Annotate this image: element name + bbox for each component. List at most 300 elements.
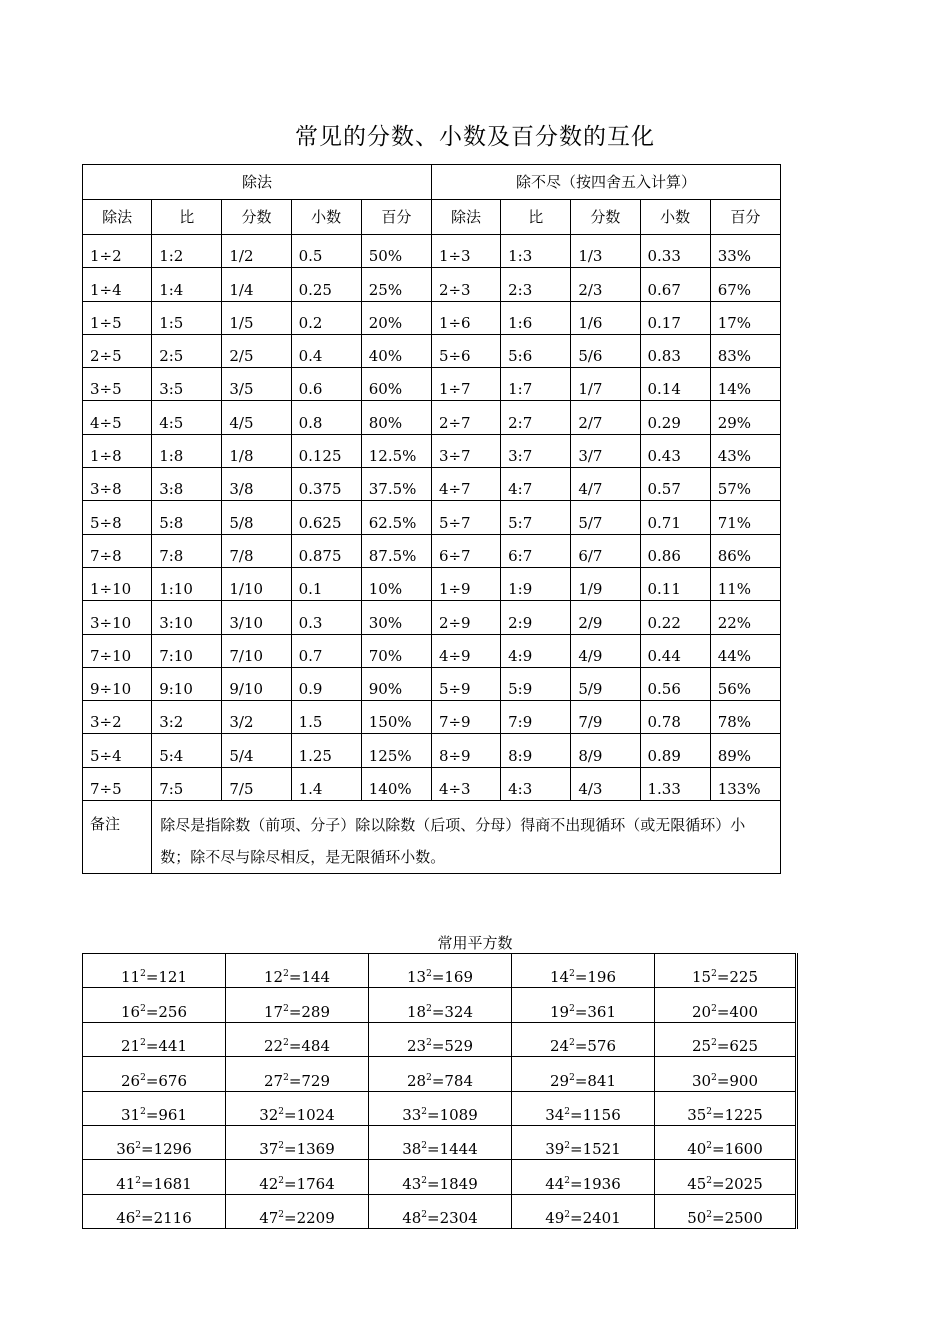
square-base: 35 bbox=[687, 1105, 707, 1124]
square-exponent: 2 bbox=[283, 1003, 289, 1014]
square-base: 32 bbox=[259, 1105, 279, 1124]
square-base: 13 bbox=[406, 968, 427, 987]
square-result: =900 bbox=[716, 1071, 759, 1090]
square-exponent: 2 bbox=[706, 1106, 713, 1117]
square-exponent: 2 bbox=[564, 1210, 571, 1221]
square-result: =1444 bbox=[427, 1140, 478, 1159]
table-cell: 3:2 bbox=[152, 701, 222, 734]
table-cell: 133% bbox=[710, 767, 780, 800]
table-cell: 0.1 bbox=[291, 567, 361, 600]
table-cell: 5/9 bbox=[571, 667, 640, 700]
column-header: 比 bbox=[152, 200, 222, 235]
table-cell: 7÷8 bbox=[83, 534, 152, 567]
square-exponent: 2 bbox=[569, 1072, 575, 1083]
square-base: 20 bbox=[691, 1002, 712, 1021]
table-cell: 0.5 bbox=[291, 235, 361, 268]
table-cell: 3÷10 bbox=[83, 601, 152, 634]
square-base: 46 bbox=[116, 1209, 136, 1228]
square-result: =361 bbox=[574, 1002, 617, 1021]
square-cell bbox=[512, 988, 655, 1022]
square-cell bbox=[512, 1160, 655, 1194]
column-header: 小数 bbox=[291, 200, 361, 235]
square-cell bbox=[655, 954, 797, 988]
square-cell bbox=[512, 1091, 655, 1125]
table-cell: 4/3 bbox=[571, 767, 640, 800]
table-cell: 7/10 bbox=[222, 634, 291, 667]
table-cell: 2/5 bbox=[222, 334, 291, 367]
table-cell: 5/7 bbox=[571, 501, 640, 534]
table-cell: 1:9 bbox=[501, 567, 571, 600]
table-cell: 1÷4 bbox=[83, 268, 152, 301]
table-row bbox=[83, 501, 781, 534]
square-cell bbox=[512, 1022, 655, 1056]
table-cell: 5/4 bbox=[222, 734, 291, 767]
table-cell: 90% bbox=[361, 667, 431, 700]
squares-row bbox=[83, 954, 797, 988]
table-cell: 17% bbox=[710, 301, 780, 334]
table-cell: 1:6 bbox=[501, 301, 571, 334]
square-result: =169 bbox=[431, 968, 474, 987]
square-result: =2209 bbox=[284, 1209, 335, 1228]
table-cell: 0.11 bbox=[640, 567, 710, 600]
square-base: 49 bbox=[545, 1209, 565, 1228]
square-result: =1936 bbox=[570, 1174, 621, 1193]
square-exponent: 2 bbox=[278, 1175, 285, 1186]
square-base: 11 bbox=[120, 968, 141, 987]
table-row bbox=[83, 534, 781, 567]
square-exponent: 2 bbox=[711, 969, 717, 980]
square-base: 38 bbox=[402, 1140, 422, 1159]
table-cell: 3:7 bbox=[501, 434, 571, 467]
table-cell: 3/8 bbox=[222, 468, 291, 501]
table-cell: 67% bbox=[710, 268, 780, 301]
square-cell bbox=[369, 1057, 512, 1091]
table-cell: 2÷9 bbox=[431, 601, 500, 634]
square-result: =2500 bbox=[712, 1209, 763, 1228]
square-base: 19 bbox=[549, 1002, 570, 1021]
square-exponent: 2 bbox=[711, 1038, 717, 1049]
square-cell bbox=[655, 1022, 797, 1056]
table-cell: 0.3 bbox=[291, 601, 361, 634]
table-cell: 4/5 bbox=[222, 401, 291, 434]
table-cell: 1÷3 bbox=[431, 235, 500, 268]
table-cell: 5:6 bbox=[501, 334, 571, 367]
square-cell bbox=[83, 1057, 226, 1091]
table-cell: 6:7 bbox=[501, 534, 571, 567]
table-cell: 2/9 bbox=[571, 601, 640, 634]
table-cell: 7:5 bbox=[152, 767, 222, 800]
square-cell bbox=[226, 1022, 369, 1056]
square-cell bbox=[655, 1057, 797, 1091]
table-row bbox=[83, 368, 781, 401]
square-cell bbox=[369, 1022, 512, 1056]
square-result: =784 bbox=[431, 1071, 474, 1090]
table-row bbox=[83, 767, 781, 800]
square-exponent: 2 bbox=[706, 1210, 713, 1221]
table-row bbox=[83, 401, 781, 434]
table-cell: 0.625 bbox=[291, 501, 361, 534]
square-exponent: 2 bbox=[421, 1141, 428, 1152]
table-cell: 70% bbox=[361, 634, 431, 667]
squares-table bbox=[82, 953, 798, 1229]
table-cell: 5:8 bbox=[152, 501, 222, 534]
table-cell: 3/7 bbox=[571, 434, 640, 467]
table-cell: 0.7 bbox=[291, 634, 361, 667]
square-cell bbox=[655, 1091, 797, 1125]
table-cell: 8÷9 bbox=[431, 734, 500, 767]
square-exponent: 2 bbox=[426, 1072, 432, 1083]
table-cell: 1÷8 bbox=[83, 434, 152, 467]
square-result: =324 bbox=[431, 1002, 474, 1021]
square-result: =2401 bbox=[570, 1209, 621, 1228]
table-cell: 7:10 bbox=[152, 634, 222, 667]
square-base: 44 bbox=[545, 1174, 565, 1193]
table-cell: 6/7 bbox=[571, 534, 640, 567]
square-result: =1521 bbox=[570, 1140, 621, 1159]
square-exponent: 2 bbox=[140, 1038, 146, 1049]
table-cell: 4/7 bbox=[571, 468, 640, 501]
table-cell: 80% bbox=[361, 401, 431, 434]
table-cell: 5÷9 bbox=[431, 667, 500, 700]
column-header: 百分 bbox=[361, 200, 431, 235]
table-cell: 1/6 bbox=[571, 301, 640, 334]
table-cell: 4/9 bbox=[571, 634, 640, 667]
square-exponent: 2 bbox=[564, 1106, 571, 1117]
conversion-table bbox=[82, 164, 781, 874]
table-row bbox=[83, 701, 781, 734]
table-row bbox=[83, 301, 781, 334]
table-cell: 0.89 bbox=[640, 734, 710, 767]
table-cell: 1÷9 bbox=[431, 567, 500, 600]
column-header: 除法 bbox=[431, 200, 500, 235]
square-cell bbox=[83, 1022, 226, 1056]
square-base: 39 bbox=[545, 1140, 565, 1159]
square-cell bbox=[83, 1091, 226, 1125]
square-result: =2116 bbox=[141, 1209, 192, 1228]
table-row bbox=[83, 334, 781, 367]
column-header: 分数 bbox=[222, 200, 291, 235]
table-cell: 1÷2 bbox=[83, 235, 152, 268]
table-cell: 1÷7 bbox=[431, 368, 500, 401]
table-cell: 56% bbox=[710, 667, 780, 700]
table-cell: 0.86 bbox=[640, 534, 710, 567]
table-cell: 1:8 bbox=[152, 434, 222, 467]
square-exponent: 2 bbox=[426, 969, 432, 980]
table-cell: 60% bbox=[361, 368, 431, 401]
square-exponent: 2 bbox=[278, 1210, 285, 1221]
table-cell: 0.29 bbox=[640, 401, 710, 434]
table-row bbox=[83, 468, 781, 501]
table-cell: 0.78 bbox=[640, 701, 710, 734]
table-cell: 7/8 bbox=[222, 534, 291, 567]
table-cell: 33% bbox=[710, 235, 780, 268]
square-result: =289 bbox=[288, 1002, 331, 1021]
table-cell: 3/10 bbox=[222, 601, 291, 634]
square-result: =400 bbox=[716, 1002, 759, 1021]
square-exponent: 2 bbox=[569, 1003, 575, 1014]
square-cell bbox=[83, 1194, 226, 1228]
table-row bbox=[83, 235, 781, 268]
square-exponent: 2 bbox=[706, 1141, 713, 1152]
table-cell: 0.67 bbox=[640, 268, 710, 301]
table-cell: 1.33 bbox=[640, 767, 710, 800]
table-cell: 7:8 bbox=[152, 534, 222, 567]
square-base: 15 bbox=[691, 968, 712, 987]
table-cell: 7÷9 bbox=[431, 701, 500, 734]
square-cell bbox=[512, 1194, 655, 1228]
square-cell bbox=[83, 988, 226, 1022]
square-result: =225 bbox=[716, 968, 759, 987]
table-cell: 0.875 bbox=[291, 534, 361, 567]
square-base: 45 bbox=[687, 1174, 707, 1193]
square-exponent: 2 bbox=[426, 1003, 432, 1014]
square-result: =1296 bbox=[141, 1140, 192, 1159]
table-cell: 2:3 bbox=[501, 268, 571, 301]
table-cell: 3÷7 bbox=[431, 434, 500, 467]
table-cell: 20% bbox=[361, 301, 431, 334]
table-cell: 0.22 bbox=[640, 601, 710, 634]
group-header-indivisible: 除不尽（按四舍五入计算） bbox=[431, 165, 780, 200]
square-cell bbox=[83, 954, 226, 988]
square-base: 24 bbox=[549, 1037, 570, 1056]
column-header: 除法 bbox=[83, 200, 152, 235]
group-header-row bbox=[83, 165, 781, 200]
square-cell bbox=[226, 1125, 369, 1159]
square-base: 40 bbox=[687, 1140, 707, 1159]
table-cell: 2÷7 bbox=[431, 401, 500, 434]
square-exponent: 2 bbox=[421, 1210, 428, 1221]
table-cell: 5÷7 bbox=[431, 501, 500, 534]
table-cell: 0.83 bbox=[640, 334, 710, 367]
square-cell bbox=[226, 1057, 369, 1091]
table-cell: 25% bbox=[361, 268, 431, 301]
table-cell: 9÷10 bbox=[83, 667, 152, 700]
table-cell: 0.56 bbox=[640, 667, 710, 700]
table-cell: 1.4 bbox=[291, 767, 361, 800]
square-result: =484 bbox=[288, 1037, 331, 1056]
square-result: =1156 bbox=[570, 1105, 621, 1124]
square-result: =1681 bbox=[141, 1174, 192, 1193]
square-exponent: 2 bbox=[711, 1003, 717, 1014]
table-cell: 1:2 bbox=[152, 235, 222, 268]
note-text: 除尽是指除数（前项、分子）除以除数（后项、分母）得商不出现循环（或无限循环）小数；除不尽与除尽相反，是无限循环小数。 bbox=[152, 801, 781, 874]
table-cell: 1:5 bbox=[152, 301, 222, 334]
square-base: 34 bbox=[545, 1105, 565, 1124]
table-cell: 1.25 bbox=[291, 734, 361, 767]
square-base: 47 bbox=[259, 1209, 279, 1228]
table-cell: 7/9 bbox=[571, 701, 640, 734]
square-result: =144 bbox=[288, 968, 331, 987]
square-base: 50 bbox=[687, 1209, 707, 1228]
square-base: 21 bbox=[120, 1037, 141, 1056]
table-cell: 22% bbox=[710, 601, 780, 634]
square-result: =1089 bbox=[427, 1105, 478, 1124]
square-exponent: 2 bbox=[278, 1141, 285, 1152]
table-cell: 14% bbox=[710, 368, 780, 401]
square-result: =961 bbox=[145, 1105, 188, 1124]
table-cell: 3/2 bbox=[222, 701, 291, 734]
square-exponent: 2 bbox=[140, 1072, 146, 1083]
square-result: =676 bbox=[145, 1071, 188, 1090]
square-base: 37 bbox=[259, 1140, 279, 1159]
square-base: 28 bbox=[406, 1071, 427, 1090]
table-cell: 2:7 bbox=[501, 401, 571, 434]
square-exponent: 2 bbox=[140, 969, 146, 980]
square-cell bbox=[369, 1091, 512, 1125]
table-cell: 0.8 bbox=[291, 401, 361, 434]
group-header-divisible: 除法 bbox=[83, 165, 432, 200]
table-cell: 0.125 bbox=[291, 434, 361, 467]
table-cell: 4÷3 bbox=[431, 767, 500, 800]
table-cell: 5/6 bbox=[571, 334, 640, 367]
squares-row bbox=[83, 1091, 797, 1125]
table-row bbox=[83, 634, 781, 667]
square-exponent: 2 bbox=[135, 1141, 142, 1152]
square-exponent: 2 bbox=[426, 1038, 432, 1049]
note-label: 备注 bbox=[83, 801, 152, 874]
table-cell: 1/10 bbox=[222, 567, 291, 600]
squares-row bbox=[83, 988, 797, 1022]
table-cell: 5:9 bbox=[501, 667, 571, 700]
table-cell: 4:5 bbox=[152, 401, 222, 434]
square-cell bbox=[226, 1194, 369, 1228]
table-cell: 0.33 bbox=[640, 235, 710, 268]
square-cell bbox=[83, 1125, 226, 1159]
table-cell: 50% bbox=[361, 235, 431, 268]
table-row bbox=[83, 601, 781, 634]
table-cell: 125% bbox=[361, 734, 431, 767]
square-base: 30 bbox=[691, 1071, 712, 1090]
table-cell: 0.17 bbox=[640, 301, 710, 334]
table-cell: 2÷3 bbox=[431, 268, 500, 301]
square-cell bbox=[83, 1160, 226, 1194]
square-result: =441 bbox=[145, 1037, 188, 1056]
table-cell: 0.4 bbox=[291, 334, 361, 367]
column-header: 小数 bbox=[640, 200, 710, 235]
table-cell: 83% bbox=[710, 334, 780, 367]
table-cell: 4÷7 bbox=[431, 468, 500, 501]
table-row bbox=[83, 667, 781, 700]
table-cell: 43% bbox=[710, 434, 780, 467]
square-cell bbox=[655, 988, 797, 1022]
square-exponent: 2 bbox=[135, 1210, 142, 1221]
table-cell: 1/3 bbox=[571, 235, 640, 268]
squares-row bbox=[83, 1057, 797, 1091]
square-cell bbox=[369, 988, 512, 1022]
squares-row bbox=[83, 1160, 797, 1194]
table-cell: 4:9 bbox=[501, 634, 571, 667]
table-cell: 4÷5 bbox=[83, 401, 152, 434]
page-title: 常见的分数、小数及百分数的互化 bbox=[295, 124, 655, 150]
table-cell: 140% bbox=[361, 767, 431, 800]
table-cell: 5÷6 bbox=[431, 334, 500, 367]
square-cell bbox=[655, 1160, 797, 1194]
square-result: =2025 bbox=[712, 1174, 763, 1193]
table-cell: 0.6 bbox=[291, 368, 361, 401]
square-result: =1024 bbox=[284, 1105, 335, 1124]
square-base: 22 bbox=[263, 1037, 284, 1056]
square-cell bbox=[512, 1057, 655, 1091]
square-base: 26 bbox=[120, 1071, 141, 1090]
table-cell: 4÷9 bbox=[431, 634, 500, 667]
square-base: 36 bbox=[116, 1140, 136, 1159]
table-cell: 150% bbox=[361, 701, 431, 734]
table-row bbox=[83, 567, 781, 600]
table-cell: 5÷4 bbox=[83, 734, 152, 767]
table-cell: 11% bbox=[710, 567, 780, 600]
table-cell: 2/3 bbox=[571, 268, 640, 301]
table-cell: 44% bbox=[710, 634, 780, 667]
square-base: 43 bbox=[402, 1174, 422, 1193]
table-cell: 2:9 bbox=[501, 601, 571, 634]
table-cell: 5÷8 bbox=[83, 501, 152, 534]
square-exponent: 2 bbox=[564, 1175, 571, 1186]
square-base: 23 bbox=[406, 1037, 427, 1056]
square-base: 29 bbox=[549, 1071, 570, 1090]
table-cell: 3/5 bbox=[222, 368, 291, 401]
square-exponent: 2 bbox=[283, 1038, 289, 1049]
table-cell: 0.44 bbox=[640, 634, 710, 667]
square-base: 42 bbox=[259, 1174, 279, 1193]
table-cell: 2/7 bbox=[571, 401, 640, 434]
table-cell: 3:10 bbox=[152, 601, 222, 634]
square-base: 18 bbox=[406, 1002, 427, 1021]
squares-title: 常用平方数 bbox=[437, 934, 513, 952]
table-cell: 89% bbox=[710, 734, 780, 767]
table-cell: 1÷6 bbox=[431, 301, 500, 334]
square-base: 31 bbox=[120, 1105, 141, 1124]
square-cell bbox=[512, 1125, 655, 1159]
square-base: 25 bbox=[691, 1037, 712, 1056]
table-cell: 57% bbox=[710, 468, 780, 501]
column-header: 比 bbox=[501, 200, 571, 235]
square-exponent: 2 bbox=[140, 1003, 146, 1014]
table-cell: 5/8 bbox=[222, 501, 291, 534]
table-cell: 1/9 bbox=[571, 567, 640, 600]
table-cell: 1÷5 bbox=[83, 301, 152, 334]
square-exponent: 2 bbox=[421, 1175, 428, 1186]
table-row bbox=[83, 434, 781, 467]
table-cell: 29% bbox=[710, 401, 780, 434]
table-cell: 0.375 bbox=[291, 468, 361, 501]
square-exponent: 2 bbox=[569, 1038, 575, 1049]
square-cell bbox=[655, 1194, 797, 1228]
note-row bbox=[83, 801, 781, 874]
table-cell: 3÷5 bbox=[83, 368, 152, 401]
table-row bbox=[83, 734, 781, 767]
square-cell bbox=[655, 1125, 797, 1159]
square-exponent: 2 bbox=[421, 1106, 428, 1117]
table-cell: 9:10 bbox=[152, 667, 222, 700]
square-cell bbox=[226, 1091, 369, 1125]
table-cell: 62.5% bbox=[361, 501, 431, 534]
square-result: =256 bbox=[145, 1002, 188, 1021]
table-cell: 5:4 bbox=[152, 734, 222, 767]
square-base: 27 bbox=[263, 1071, 284, 1090]
table-cell: 0.57 bbox=[640, 468, 710, 501]
table-cell: 0.2 bbox=[291, 301, 361, 334]
square-result: =729 bbox=[288, 1071, 331, 1090]
square-result: =1764 bbox=[284, 1174, 335, 1193]
square-exponent: 2 bbox=[564, 1141, 571, 1152]
table-cell: 8:9 bbox=[501, 734, 571, 767]
table-cell: 6÷7 bbox=[431, 534, 500, 567]
table-cell: 9/10 bbox=[222, 667, 291, 700]
square-result: =1225 bbox=[712, 1105, 763, 1124]
square-cell bbox=[369, 1125, 512, 1159]
table-cell: 40% bbox=[361, 334, 431, 367]
table-cell: 2÷5 bbox=[83, 334, 152, 367]
